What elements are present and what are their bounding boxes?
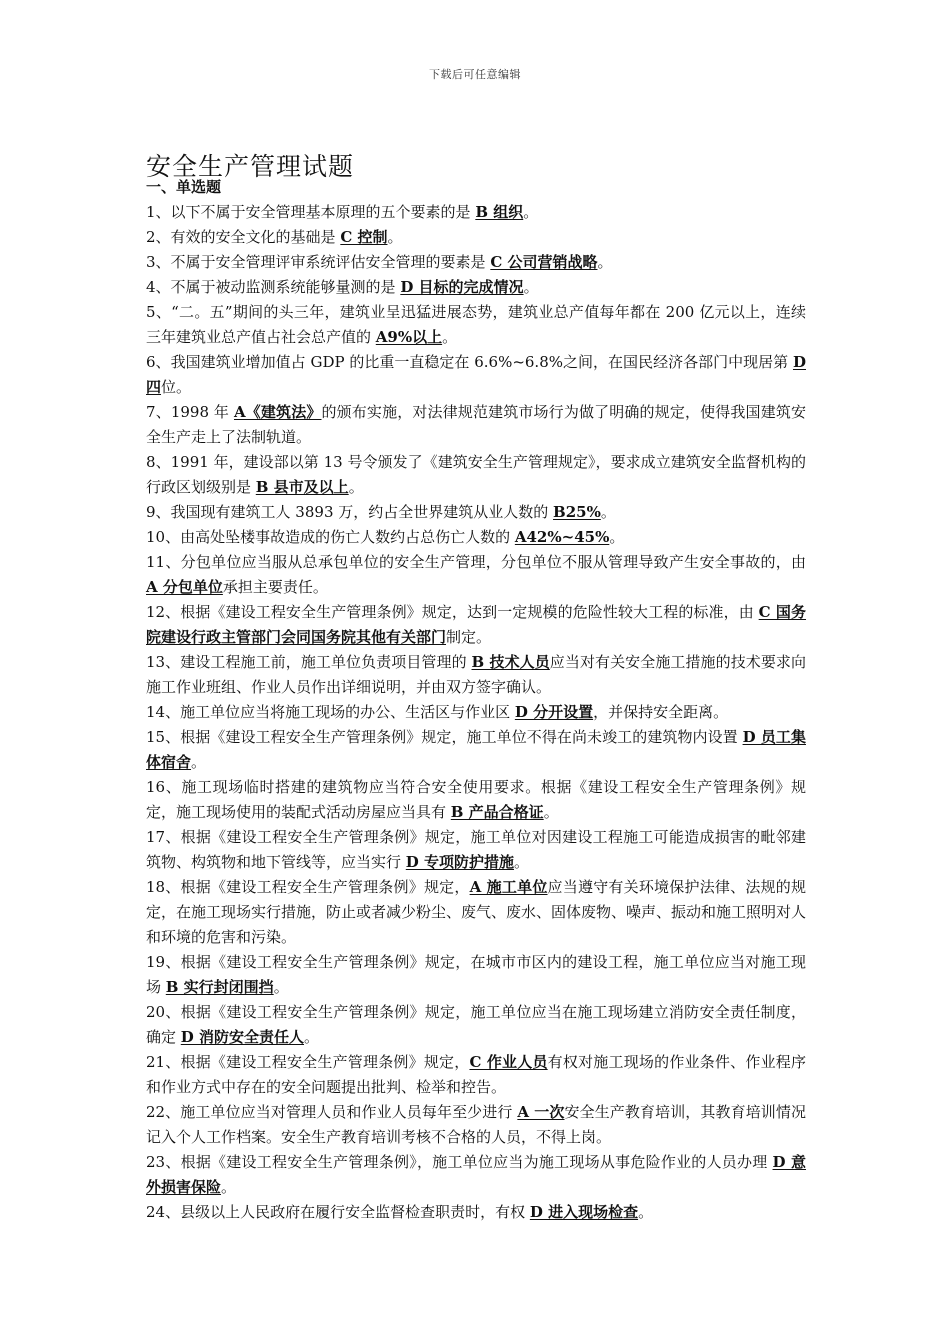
question-text: 21、根据《建设工程安全生产管理条例》规定， — [146, 1053, 470, 1071]
question-item — [146, 725, 806, 775]
answer-text: B25% — [553, 503, 601, 521]
question-text: 18、根据《建设工程安全生产管理条例》规定， — [146, 878, 470, 896]
question-text-tail: 。 — [609, 528, 625, 546]
answer-text: D 目标的完成情况 — [400, 278, 524, 296]
answer-text: C 公司营销战略 — [490, 253, 598, 271]
question-item — [146, 500, 806, 525]
question-text: 19、根据《建设工程安全生产管理条例》规定，在城市市区内的建设工程，施工单位应当对施工现场 — [146, 953, 806, 996]
answer-text: D 消防安全责任人 — [180, 1028, 305, 1046]
question-text-tail: 。 — [387, 228, 403, 246]
answer-text: C 控制 — [340, 228, 388, 246]
question-item — [146, 1150, 806, 1200]
section-heading: 一、单选题 — [146, 178, 222, 196]
question-text-tail: 承担主要责任。 — [222, 578, 328, 596]
question-text-tail: 。 — [442, 328, 458, 346]
question-text-tail: ，并保持安全距离。 — [593, 703, 729, 721]
answer-text: A 一次 — [517, 1103, 565, 1121]
header-note: 下载后可任意编辑 — [429, 68, 521, 81]
question-item — [146, 875, 806, 950]
answer-text: B 实行封闭围挡 — [165, 978, 274, 996]
question-text: 24、县级以上人民政府在履行安全监督检查职责时，有权 — [146, 1203, 530, 1221]
question-item — [146, 450, 806, 500]
answer-text: B 县市及以上 — [255, 478, 349, 496]
question-text: 23、根据《建设工程安全生产管理条例》，施工单位应当为施工现场从事危险作业的人员办理 — [146, 1153, 773, 1171]
question-item — [146, 225, 806, 250]
question-item — [146, 600, 806, 650]
question-text: 20、根据《建设工程安全生产管理条例》规定，施工单位应当在施工现场建立消防安全责任制度，确定 — [146, 1003, 806, 1046]
document-title: 安全生产管理试题 — [146, 151, 355, 181]
question-item — [146, 300, 806, 350]
question-text: 11、分包单位应当服从总承包单位的安全生产管理，分包单位不服从管理导致产生安全事故的，由 — [146, 553, 806, 571]
question-text-tail: 。 — [273, 978, 289, 996]
question-text-tail: 。 — [304, 1028, 320, 1046]
answer-text: C 作业人员 — [469, 1053, 548, 1071]
question-text-tail: 制定。 — [446, 628, 492, 646]
answer-text: D 四 — [146, 353, 806, 396]
question-text-tail: 有权对施工现场的作业条件、作业程序和作业方式中存在的安全问题提出批判、检举和控告。 — [146, 1053, 806, 1096]
question-text: 16、施工现场临时搭建的建筑物应当符合安全使用要求。根据《建设工程安全生产管理条例》规定，施工现场使用的装配式活动房屋应当具有 — [146, 778, 806, 821]
question-item — [146, 275, 806, 300]
answer-text: D 意外损害保险 — [146, 1153, 807, 1196]
question-item — [146, 775, 806, 825]
question-text: 22、施工单位应当对管理人员和作业人员每年至少进行 — [146, 1103, 518, 1121]
question-text: 6、我国建筑业增加值占 GDP 的比重一直稳定在 6.6%~6.8%之间，在国民经济各部门中现居第 — [146, 353, 793, 371]
question-text: 5、“二。五”期间的头三年，建筑业呈迅猛进展态势，建筑业总产值每年都在 200 亿元以上，连续三年建筑业总产值占社会总产值的 — [146, 303, 806, 346]
answer-text: A9%以上 — [375, 328, 443, 346]
answer-text: A《建筑法》 — [233, 403, 322, 421]
question-text: 12、根据《建设工程安全生产管理条例》规定，达到一定规模的危险性较大工程的标准，由 — [146, 603, 759, 621]
question-item — [146, 350, 806, 400]
answer-text: D 进入现场检查 — [529, 1203, 639, 1221]
answer-text: B 产品合格证 — [450, 803, 544, 821]
question-text-tail: 安全生产教育培训，其教育培训情况记入个人工作档案。安全生产教育培训考核不合格的人员，不得上岗。 — [146, 1103, 807, 1146]
answer-text: A 分包单位 — [146, 578, 223, 596]
question-text-tail: 。 — [514, 853, 530, 871]
answer-text: C 国务院建设行政主管部门会同国务院其他有关部门 — [146, 603, 807, 646]
question-text-tail: 。 — [221, 1178, 237, 1196]
question-item — [146, 825, 806, 875]
question-text-tail: 应当对有关安全施工措施的技术要求向施工作业班组、作业人员作出详细说明，并由双方签字确认。 — [146, 653, 806, 696]
answer-text: D 员工集体宿舍 — [146, 728, 806, 771]
question-item — [146, 950, 806, 1000]
question-text-tail: 。 — [597, 253, 613, 271]
question-item — [146, 1050, 806, 1100]
question-list — [146, 200, 806, 1225]
question-text: 1、以下不属于安全管理基本原理的五个要素的是 — [146, 203, 476, 221]
question-text-tail: 。 — [348, 478, 364, 496]
question-text: 10、由高处坠楼事故造成的伤亡人数约占总伤亡人数的 — [146, 528, 515, 546]
question-item — [146, 400, 806, 450]
answer-text: A 施工单位 — [469, 878, 548, 896]
question-text: 7、1998 年 — [146, 403, 234, 421]
question-item — [146, 525, 806, 550]
question-text-tail: 。 — [191, 753, 207, 771]
question-item — [146, 250, 806, 275]
question-text-tail: 应当遵守有关环境保护法律、法规的规定，在施工现场实行措施，防止或者减少粉尘、废气、废水、固体废物、噪声、振动和施工照明对人和环境的危害和污染。 — [146, 878, 807, 946]
answer-text: D 专项防护措施 — [405, 853, 515, 871]
question-text: 9、我国现有建筑工人 3893 万，约占全世界建筑从业人数的 — [146, 503, 554, 521]
question-text: 13、建设工程施工前，施工单位负责项目管理的 — [146, 653, 472, 671]
question-item — [146, 550, 806, 600]
question-text-tail: 。 — [638, 1203, 654, 1221]
question-text: 8、1991 年，建设部以第 13 号令颁发了《建筑安全生产管理规定》，要求成立建筑安全监督机构的行政区划级别是 — [146, 453, 806, 496]
answer-text: A42%~45% — [514, 528, 610, 546]
question-text: 3、不属于安全管理评审系统评估安全管理的要素是 — [146, 253, 491, 271]
question-text: 4、不属于被动监测系统能够量测的是 — [146, 278, 401, 296]
question-item — [146, 1200, 806, 1225]
question-item — [146, 700, 806, 725]
question-item — [146, 1000, 806, 1050]
question-text: 14、施工单位应当将施工现场的办公、生活区与作业区 — [146, 703, 515, 721]
question-item — [146, 650, 806, 700]
question-text: 2、有效的安全文化的基础是 — [146, 228, 341, 246]
question-text-tail: 。 — [523, 278, 539, 296]
answer-text: B 组织 — [475, 203, 524, 221]
question-text: 17、根据《建设工程安全生产管理条例》规定，施工单位对因建设工程施工可能造成损害的毗邻建筑物、构筑物和地下管线等，应当实行 — [146, 828, 806, 871]
question-text: 15、根据《建设工程安全生产管理条例》规定，施工单位不得在尚未竣工的建筑物内设置 — [146, 728, 743, 746]
question-item — [146, 200, 806, 225]
answer-text: B 技术人员 — [471, 653, 550, 671]
question-text-tail: 位。 — [161, 378, 192, 396]
answer-text: D 分开设置 — [514, 703, 594, 721]
question-text-tail: 的颁布实施，对法律规范建筑市场行为做了明确的规定，使得我国建筑安全生产走上了法制轨道。 — [146, 403, 806, 446]
question-text-tail: 。 — [543, 803, 559, 821]
question-text-tail: 。 — [523, 203, 539, 221]
question-item — [146, 1100, 806, 1150]
question-text-tail: 。 — [600, 503, 616, 521]
